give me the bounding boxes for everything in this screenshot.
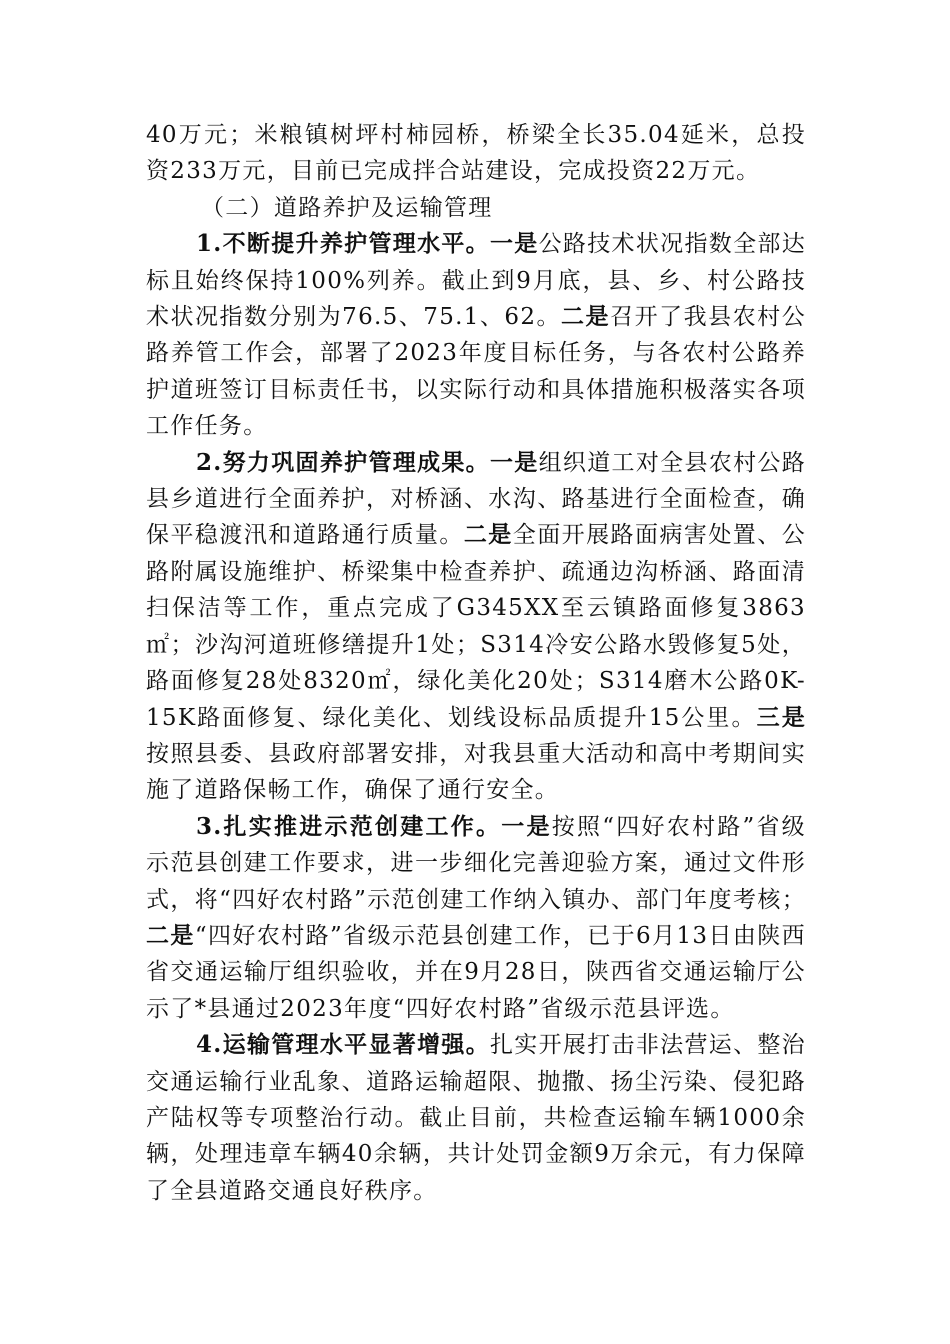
paragraph-title: 3.扎实推进示范创建工作。 (196, 812, 502, 840)
paragraph-bridge-investment (146, 117, 806, 190)
point-marker: 一是 (490, 448, 539, 476)
point-marker: 三是 (756, 703, 806, 731)
point-marker: 二是 (463, 521, 513, 549)
paragraph-title: 2.努力巩固养护管理成果。 (196, 448, 490, 476)
paragraph-text: 40万元；米粮镇树坪村柿园桥，桥梁全长35.04延米，总投资233万元，目前已完成拌合站建设，完成投资22万元。 (146, 122, 806, 185)
point-text: “四好农村路”省级示范县创建工作，已于6月13日由陕西省交通运输厅组织验收，并在9月28日，陕西省交通运输厅公示了*县通过2023年度“四好农村路”省级示范县评选。 (146, 922, 806, 1022)
paragraph-transport-management (146, 1027, 806, 1209)
paragraph-maintenance-level (146, 226, 806, 444)
paragraph-title: 4.运输管理水平显著增强。 (196, 1031, 490, 1059)
paragraph-maintenance-results (146, 445, 806, 809)
paragraph-title: 1.不断提升养护管理水平。 (196, 230, 490, 258)
point-marker: 一是 (490, 230, 539, 258)
point-text: 按照“四好农村路”省级示范县创建工作要求，进一步细化完善迎验方案，通过文件形式，将“四好农村路”示范创建工作纳入镇办、部门年度考核； (146, 813, 806, 913)
point-marker: 二是 (561, 303, 611, 331)
point-text: 扎实开展打击非法营运、整治交通运输行业乱象、道路运输超限、抛撒、扬尘污染、侵犯路产陆权等专项整治行动。截止目前，共检查运输车辆1000余辆，处理违章车辆40余辆，共计处罚金额9万余元，有力保障了全县道路交通良好秩序。 (146, 1032, 806, 1204)
point-text: 召开了我县农村公路养管工作会，部署了2023年度目标任务，与各农村公路养护道班签订目标责任书，以实际行动和具体措施积极落实各项工作任务。 (146, 304, 806, 440)
section-heading: （二）道路养护及运输管理 (201, 194, 493, 221)
paragraph-demonstration (146, 809, 806, 1027)
point-text: 组织道工对全县农村公路县乡道进行全面养护，对桥涵、水沟、路基进行全面检查，确保平稳渡汛和道路通行质量。 (146, 449, 806, 549)
point-marker: 二是 (146, 921, 195, 949)
document-body (146, 117, 806, 1209)
point-text: 公路技术状况指数全部达标且始终保持100%列养。截止到9月底，县、乡、村公路技术状况指数分别为76.5、75.1、62。 (146, 231, 806, 331)
point-text: 全面开展路面病害处置、公路附属设施维护、桥梁集中检查养护、疏通边沟桥涵、路面清扫保洁等工作，重点完成了G345XX至云镇路面修复3863㎡；沙沟河道班修缮提升1处；S314冷安公路水毁修复5处，路面修复28处8320㎡，绿化美化20处；S314磨木公路0K-15K路面修复、绿化美化、划线设标品质提升15公里。 (146, 522, 806, 731)
point-text: 按照县委、县政府部署安排，对我县重大活动和高中考期间实施了道路保畅工作，确保了通行安全。 (146, 740, 806, 804)
point-marker: 一是 (501, 812, 552, 840)
